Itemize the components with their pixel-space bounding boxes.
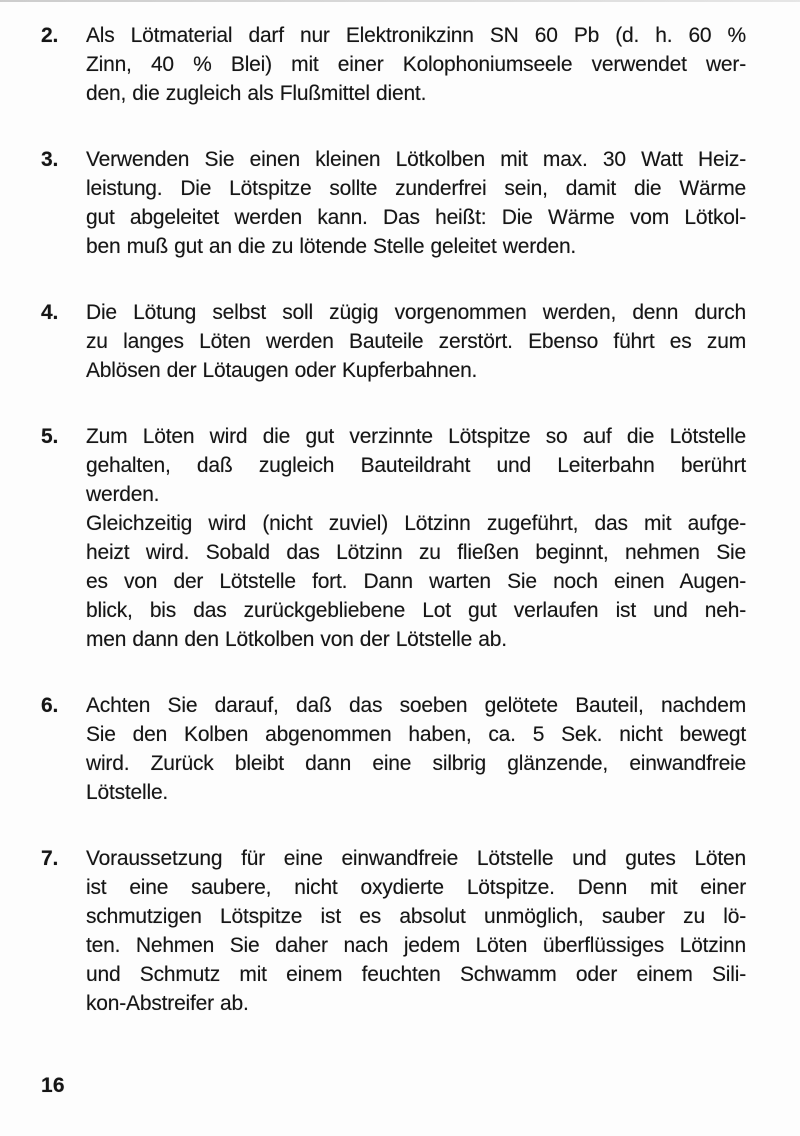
text-line: leistung. Die Lötspitze sollte zunderfrei sein, damit die Wärme: [86, 177, 746, 200]
list-item-number: 6.: [41, 694, 59, 717]
text-line: heizt wird. Sobald das Lötzinn zu fließen beginnt, nehmen Sie: [86, 541, 746, 564]
text-line: Gleichzeitig wird (nicht zuviel) Lötzinn zugeführt, das mit aufge-: [86, 512, 746, 535]
list-item: [0, 422, 800, 654]
text-line: ten. Nehmen Sie daher nach jedem Löten überflüssiges Lötzinn: [86, 934, 746, 957]
text-line: kon-Abstreifer ab.: [86, 992, 249, 1015]
text-line: Ablösen der Lötaugen oder Kupferbahnen.: [86, 359, 478, 382]
text-line: gut abgeleitet werden kann. Das heißt: Die Wärme vom Lötkol-: [86, 206, 746, 229]
text-line: gehalten, daß zugleich Bauteildraht und Leiterbahn berührt: [86, 454, 746, 477]
text-line: Zinn, 40 % Blei) mit einer Kolophoniumseele verwendet wer-: [86, 53, 746, 76]
list-item-number: 2.: [41, 24, 59, 47]
list-item-text: [86, 298, 746, 385]
paragraph: [86, 145, 746, 261]
list-item: [0, 298, 800, 385]
text-line: zu langes Löten werden Bauteile zerstört. Ebenso führt es zum: [86, 330, 746, 353]
paragraph: [86, 422, 746, 509]
text-line: Voraussetzung für eine einwandfreie Lötstelle und gutes Löten: [86, 847, 746, 870]
list-item: [0, 145, 800, 261]
text-line: ben muß gut an die zu lötende Stelle geleitet werden.: [86, 235, 577, 258]
list-item-text: [86, 422, 746, 654]
paragraph: [86, 21, 746, 108]
text-line: ist eine saubere, nicht oxydierte Lötspitze. Denn mit einer: [86, 876, 746, 899]
text-line: Als Lötmaterial darf nur Elektronikzinn SN 60 Pb (d. h. 60 %: [86, 24, 746, 47]
paragraph: [86, 509, 746, 654]
text-line: es von der Lötstelle fort. Dann warten Sie noch einen Augen-: [86, 570, 746, 593]
list-item-number: 3.: [41, 148, 59, 171]
text-line: men dann den Lötkolben von der Lötstelle ab.: [86, 628, 507, 651]
list-item: [0, 844, 800, 1018]
paragraph: [86, 844, 746, 1018]
text-line: Lötstelle.: [86, 781, 169, 804]
page-number: 16: [41, 1074, 65, 1097]
list-item-number: 4.: [41, 301, 59, 324]
text-line: wird. Zurück bleibt dann eine silbrig glänzende, einwandfreie: [86, 752, 746, 775]
list-item-number: 5.: [41, 425, 59, 448]
text-line: den, die zugleich als Flußmittel dient.: [86, 82, 427, 105]
list-item: [0, 21, 800, 108]
list-item: [0, 691, 800, 807]
text-line: blick, bis das zurückgebliebene Lot gut verlaufen ist und neh-: [86, 599, 746, 622]
text-line: schmutzigen Lötspitze ist es absolut unmöglich, sauber zu lö-: [86, 905, 746, 928]
text-line: Sie den Kolben abgenommen haben, ca. 5 Sek. nicht bewegt: [86, 723, 746, 746]
list-item-text: [86, 844, 746, 1018]
text-line: Achten Sie darauf, daß das soeben gelötete Bauteil, nachdem: [86, 694, 746, 717]
list-item-text: [86, 21, 746, 108]
text-line: und Schmutz mit einem feuchten Schwamm oder einem Sili-: [86, 963, 746, 986]
paragraph: [86, 298, 746, 385]
list-item-number: 7.: [41, 847, 59, 870]
list-item-text: [86, 691, 746, 807]
text-line: Die Lötung selbst soll zügig vorgenommen werden, denn durch: [86, 301, 746, 324]
text-line: werden.: [86, 483, 160, 506]
paragraph: [86, 691, 746, 807]
text-line: Verwenden Sie einen kleinen Lötkolben mit max. 30 Watt Heiz-: [86, 148, 746, 171]
text-line: Zum Löten wird die gut verzinnte Lötspitze so auf die Lötstelle: [86, 425, 746, 448]
scan-edge: [0, 0, 800, 2]
list-item-text: [86, 145, 746, 261]
